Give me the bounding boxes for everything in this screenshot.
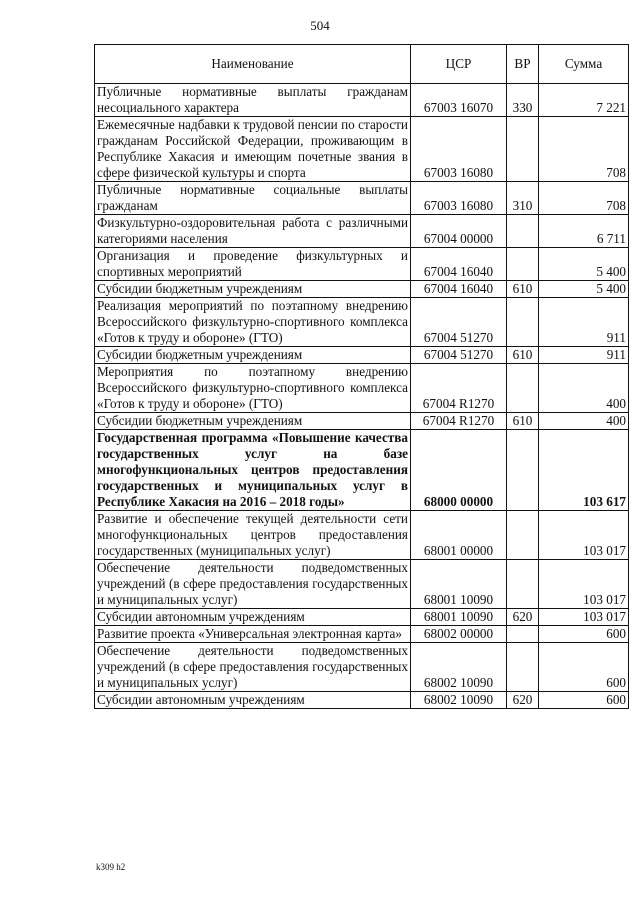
row-vr-cell (507, 643, 539, 692)
table-row (95, 609, 629, 626)
row-vr-cell: 610 (507, 413, 539, 430)
table-row (95, 413, 629, 430)
table-row (95, 281, 629, 298)
row-sum-cell: 7 221 (539, 84, 629, 117)
row-csr-cell: 68002 10090 (411, 692, 507, 709)
row-name-cell: Публичные нормативные выплаты гражданам несоциального характера (95, 84, 411, 117)
table-row (95, 248, 629, 281)
row-sum-cell: 400 (539, 364, 629, 413)
table-row (95, 511, 629, 560)
header-name: Наименование (95, 45, 411, 84)
row-name-cell: Обеспечение деятельности подведомственных учреждений (в сфере предоставления государственных и муниципальных услуг) (95, 560, 411, 609)
row-vr-cell (507, 215, 539, 248)
row-sum-cell: 600 (539, 626, 629, 643)
header-sum: Сумма (539, 45, 629, 84)
row-name-cell: Организация и проведение физкультурных и спортивных мероприятий (95, 248, 411, 281)
row-sum-cell: 103 617 (539, 430, 629, 511)
table-row (95, 117, 629, 182)
table-row (95, 215, 629, 248)
page-number: 504 (310, 18, 330, 33)
row-name-cell: Публичные нормативные социальные выплаты гражданам (95, 182, 411, 215)
table-row (95, 298, 629, 347)
row-sum-cell: 911 (539, 347, 629, 364)
row-name-cell: Развитие проекта «Универсальная электронная карта» (95, 626, 411, 643)
row-vr-cell (507, 511, 539, 560)
row-name-cell: Субсидии бюджетным учреждениям (95, 413, 411, 430)
row-csr-cell: 67004 00000 (411, 215, 507, 248)
row-sum-cell: 103 017 (539, 511, 629, 560)
row-sum-cell: 6 711 (539, 215, 629, 248)
row-name-cell: Обеспечение деятельности подведомственных учреждений (в сфере предоставления государственных и муниципальных услуг) (95, 643, 411, 692)
table-header-row (95, 45, 629, 84)
row-vr-cell: 610 (507, 347, 539, 364)
row-csr-cell: 67004 51270 (411, 298, 507, 347)
row-csr-cell: 67003 16080 (411, 117, 507, 182)
row-csr-cell: 67004 R1270 (411, 413, 507, 430)
row-sum-cell: 400 (539, 413, 629, 430)
row-vr-cell (507, 248, 539, 281)
row-csr-cell: 67004 R1270 (411, 364, 507, 413)
table-row (95, 347, 629, 364)
row-name-cell: Мероприятия по поэтапному внедрению Всероссийского физкультурно-спортивного комплекса «Готов к труду и обороне» (ГТО) (95, 364, 411, 413)
row-csr-cell: 67004 16040 (411, 281, 507, 298)
table-row (95, 84, 629, 117)
row-vr-cell: 610 (507, 281, 539, 298)
row-csr-cell: 67003 16080 (411, 182, 507, 215)
row-sum-cell: 708 (539, 182, 629, 215)
row-vr-cell: 330 (507, 84, 539, 117)
row-csr-cell: 68000 00000 (411, 430, 507, 511)
row-name-cell: Субсидии автономным учреждениям (95, 692, 411, 709)
row-name-cell: Ежемесячные надбавки к трудовой пенсии по старости гражданам Российской Федерации, проживающим в Республике Хакасия и имеющим почетные звания в сфере физической культуры и спорта (95, 117, 411, 182)
row-csr-cell: 68002 00000 (411, 626, 507, 643)
row-name-cell: Развитие и обеспечение текущей деятельности сети многофункциональных центров предоставления государственных (муниципальных услуг) (95, 511, 411, 560)
row-name-cell: Физкультурно-оздоровительная работа с различными категориями населения (95, 215, 411, 248)
table-row (95, 430, 629, 511)
row-name-cell: Субсидии бюджетным учреждениям (95, 347, 411, 364)
row-csr-cell: 68001 10090 (411, 560, 507, 609)
row-vr-cell (507, 117, 539, 182)
row-vr-cell (507, 560, 539, 609)
row-vr-cell (507, 626, 539, 643)
row-vr-cell: 620 (507, 692, 539, 709)
row-csr-cell: 68001 00000 (411, 511, 507, 560)
row-vr-cell (507, 430, 539, 511)
row-name-cell: Субсидии бюджетным учреждениям (95, 281, 411, 298)
row-sum-cell: 103 017 (539, 560, 629, 609)
row-sum-cell: 708 (539, 117, 629, 182)
row-vr-cell (507, 298, 539, 347)
row-csr-cell: 68002 10090 (411, 643, 507, 692)
budget-table (94, 44, 629, 709)
row-vr-cell (507, 364, 539, 413)
table-row (95, 626, 629, 643)
row-name-cell: Государственная программа «Повышение качества государственных услуг на базе многофункциональных центров предоставления государственных и муниципальных услуг в Республике Хакасия на 2016 – 2018 годы» (95, 430, 411, 511)
row-name-cell: Субсидии автономным учреждениям (95, 609, 411, 626)
header-csr: ЦСР (411, 45, 507, 84)
table-row (95, 560, 629, 609)
table-row (95, 182, 629, 215)
row-name-cell: Реализация мероприятий по поэтапному внедрению Всероссийского физкультурно-спортивного комплекса «Готов к труду и обороне» (ГТО) (95, 298, 411, 347)
row-csr-cell: 68001 10090 (411, 609, 507, 626)
row-vr-cell: 620 (507, 609, 539, 626)
table-row (95, 692, 629, 709)
row-csr-cell: 67003 16070 (411, 84, 507, 117)
header-vr: ВР (507, 45, 539, 84)
row-sum-cell: 911 (539, 298, 629, 347)
row-sum-cell: 600 (539, 692, 629, 709)
row-sum-cell: 103 017 (539, 609, 629, 626)
table-row (95, 643, 629, 692)
row-sum-cell: 5 400 (539, 281, 629, 298)
row-vr-cell: 310 (507, 182, 539, 215)
row-csr-cell: 67004 51270 (411, 347, 507, 364)
footer-code: k309 h2 (96, 862, 126, 872)
row-csr-cell: 67004 16040 (411, 248, 507, 281)
row-sum-cell: 600 (539, 643, 629, 692)
table-row (95, 364, 629, 413)
row-sum-cell: 5 400 (539, 248, 629, 281)
